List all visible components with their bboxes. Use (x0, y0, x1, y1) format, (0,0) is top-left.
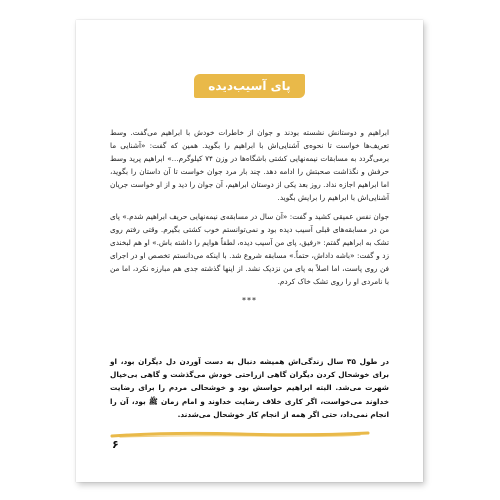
book-page (76, 20, 423, 482)
paragraph-2: جوان نفس عمیقی کشید و گفت: «آن سال در مسابقه‌ی نیمه‌نهایی حریف ابراهیم شدم.» پای من در مسابقه‌های قبلی آسیب دیده بود و نمی‌توانستم خوب کشتی بگیرم. وقتی رفتم روی تشک به ابراهیم گفتم: «رفیق، پای من آسیب دیده، لطفاً هوایم را داشته باش.» او هم لبخندی زد و گفت: «باشه داداش، حتماً.» مسابقه شروع شد. با اینکه می‌دانستم تخصص او در اجرای فن روی پاست، اما اصلاً به پای من نزدیک نشد. از اینها گذشته جدی هم مبارزه نکرد، اما من با نامردی او را روی تشک خاک کردم. (110, 212, 389, 286)
highlight-paragraph: در طول ۳۵ سال زندگی‌اش همیشه دنبال به دست آوردن دل دیگران بود، او برای خوشحال کردن دیگران گاهی ازراحتی خودش می‌گذشت و گاهی بی‌خیال شهرت می‌شد. البته ابراهیم حواسش بود و خوشحالی مردم را برای رضایت خداوند می‌خواست، اگر کاری خلاف رضایت خداوند و امام زمان ﷺ بود، آن را انجام نمی‌داد، حتی اگر همه از انجام کار خوشحال می‌شدند. (110, 357, 389, 419)
section-separator: *** (242, 296, 257, 305)
body-text (110, 126, 389, 315)
chapter-title: پای آسیب‌دیده (194, 74, 304, 98)
paragraph-1: ابراهیم و دوستانش نشسته بودند و جوان از خاطرات خودش با ابراهیم می‌گفت. وسط تعریف‌ها خواست تا نحوه‌ی آشنایی‌اش با ابراهیم را بگوید. همین که گفت: «آشنایی ما برمی‌گردد به مسابقات نیمه‌نهایی کشتی باشگاه‌ها در وزن ۷۴ کیلوگرم...» ابراهیم پرید وسط حرفش و نگذاشت صحبتش را ادامه دهد. چند بار مرد جوان خواست تا آن داستان را بگوید، اما ابراهیم اجازه نداد. روز بعد یکی از دوستان ابراهیم، آن جوان را دید و از او خواست جریان آشنایی‌اش با ابراهیم را برایش بگوید. (110, 128, 389, 202)
decorative-brush-line (110, 428, 370, 440)
page-number: ۶ (112, 438, 119, 451)
title-wrap (76, 74, 423, 98)
